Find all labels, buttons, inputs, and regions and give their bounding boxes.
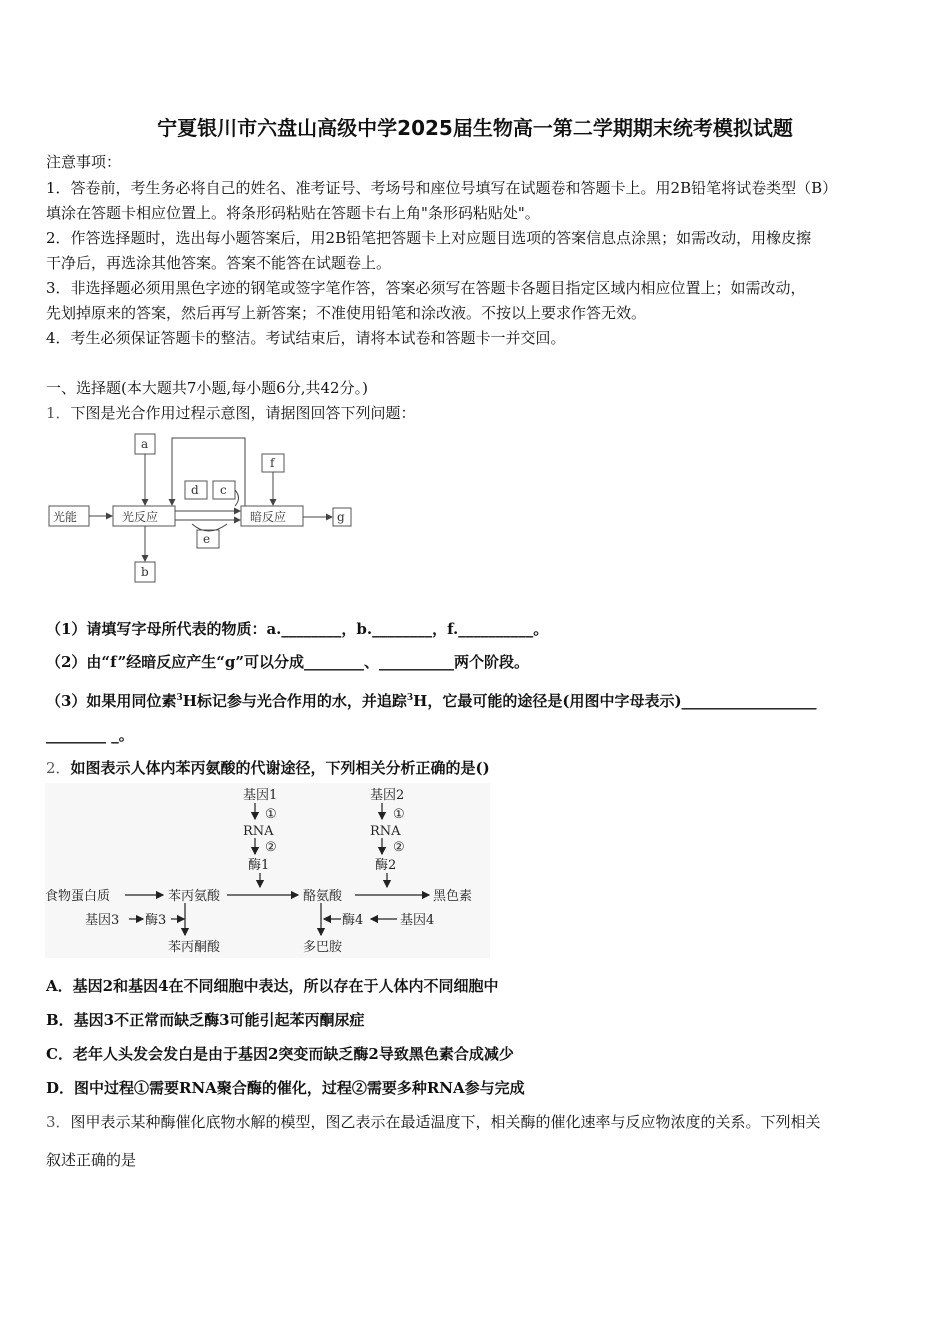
gene4-label: 基因4 xyxy=(400,913,435,928)
notice-line: 1．答卷前，考生务必将自己的姓名、准考证号、考场号和座位号填写在试题卷和答题卡上。用2B铅笔将试卷类型（B） xyxy=(46,179,838,197)
phenylalanine-label: 苯丙氨酸 xyxy=(168,889,221,904)
q2-option-a: A．基因2和基因4在不同细胞中表达，所以存在于人体内不同细胞中 xyxy=(46,977,499,995)
q3-stem-continuation: 叙述正确的是 xyxy=(46,1151,137,1169)
gene1-label: 基因1 xyxy=(243,788,278,803)
dopamine-label: 多巴胺 xyxy=(303,940,343,955)
notice-line: 2．作答选择题时，选出每小题答案后，用2B铅笔把答题卡上对应题目选项的答案信息点涂黑；如需改动，用橡皮擦 xyxy=(46,229,812,247)
superscript: 3 xyxy=(176,693,183,703)
enzyme4-label: 酶4 xyxy=(342,913,364,928)
rna-label: RNA xyxy=(370,824,401,839)
q2-text: 如图表示人体内苯丙氨酸的代谢途径，下列相关分析正确的是() xyxy=(70,759,490,777)
step2-marker: ② xyxy=(393,840,405,855)
label-dark-reaction: 暗反应 xyxy=(250,510,287,524)
page-title: 宁夏银川市六盘山高级中学2025届生物高一第二学期期末统考模拟试题 xyxy=(157,116,793,140)
phenylpyruvate-label: 苯丙酮酸 xyxy=(168,940,221,955)
q1-text: 下图是光合作用过程示意图，请据图回答下列问题： xyxy=(70,404,416,422)
q1-number: 1． xyxy=(46,404,71,422)
label-g: g xyxy=(337,510,345,524)
enzyme1-label: 酶1 xyxy=(248,858,270,873)
gene3-label: 基因3 xyxy=(85,913,120,928)
label-b: b xyxy=(141,565,149,579)
q2-option-d: D．图中过程①需要RNA聚合酶的催化，过程②需要多种RNA参与完成 xyxy=(46,1079,525,1097)
q2-stem xyxy=(46,758,916,778)
enzyme2-label: 酶2 xyxy=(375,858,397,873)
q1-sub3 xyxy=(46,688,916,711)
notice-heading: 注意事项： xyxy=(46,153,122,171)
label-e: e xyxy=(203,532,211,546)
label-a: a xyxy=(141,437,149,451)
q1-sub3-continuation: ________ _。 xyxy=(46,726,134,744)
metabolism-diagram xyxy=(45,783,490,958)
notice-line: 填涂在答题卡相应位置上。将条形码粘贴在答题卡右上角"条形码粘贴处"。 xyxy=(46,204,540,222)
label-light-reaction: 光反应 xyxy=(122,510,159,524)
photosynthesis-diagram xyxy=(45,430,365,585)
q2-number: 2． xyxy=(46,759,71,777)
step1-marker: ① xyxy=(265,807,277,822)
notice-line: 3．非选择题必须用黑色字迹的钢笔或签字笔作答，答案必须写在答题卡各题目指定区域内相应位置上；如需改动， xyxy=(46,279,806,297)
step1-marker: ① xyxy=(393,807,405,822)
food-protein-label: 食物蛋白质 xyxy=(45,889,111,904)
superscript: 3 xyxy=(406,693,414,703)
label-d: d xyxy=(191,483,199,497)
q1-sub3-part: （3）如果用同位素 xyxy=(46,692,177,710)
q1-stem xyxy=(46,403,916,423)
enzyme3-label: 酶3 xyxy=(145,913,167,928)
tyrosine-label: 酪氨酸 xyxy=(303,889,343,904)
section-heading: 一、选择题(本大题共7小题,每小题6分,共42分。) xyxy=(46,379,368,397)
notice-line: 4．考生必须保证答题卡的整洁。考试结束后，请将本试卷和答题卡一并交回。 xyxy=(46,329,566,347)
notice-line: 先划掉原来的答案，然后再写上新答案；不准使用铅笔和涂改液。不按以上要求作答无效。 xyxy=(46,304,647,322)
notice-line: 干净后，再选涂其他答案。答案不能答在试题卷上。 xyxy=(46,254,392,272)
rna-label: RNA xyxy=(243,824,274,839)
label-light-energy: 光能 xyxy=(53,510,78,524)
gene2-label: 基因2 xyxy=(370,788,405,803)
q3-number: 3． xyxy=(46,1113,71,1131)
step2-marker: ② xyxy=(265,840,277,855)
melanin-label: 黑色素 xyxy=(433,889,473,904)
q3-stem xyxy=(46,1112,916,1132)
q1-sub2: （2）由“f”经暗反应产生“g”可以分成________、__________两个阶段。 xyxy=(46,653,529,671)
q2-option-c: C．老年人头发会发白是由于基因2突变而缺乏酶2导致黑色素合成减少 xyxy=(46,1045,514,1063)
label-c: c xyxy=(220,483,227,497)
q3-text: 图甲表示某种酶催化底物水解的模型，图乙表示在最适温度下，相关酶的催化速率与反应物浓度的关系。下列相关 xyxy=(70,1113,821,1131)
q1-sub1: （1）请填写字母所代表的物质：a.________，b.________，f.__________。 xyxy=(46,620,549,638)
q1-sub3-part: H标记参与光合作用的水，并追踪 xyxy=(182,692,407,710)
q1-sub3-part: H，它最可能的途径是(用图中字母表示)__________________ xyxy=(413,692,817,710)
q2-option-b: B．基因3不正常而缺乏酶3可能引起苯丙酮尿症 xyxy=(46,1011,365,1029)
label-f: f xyxy=(270,456,275,470)
